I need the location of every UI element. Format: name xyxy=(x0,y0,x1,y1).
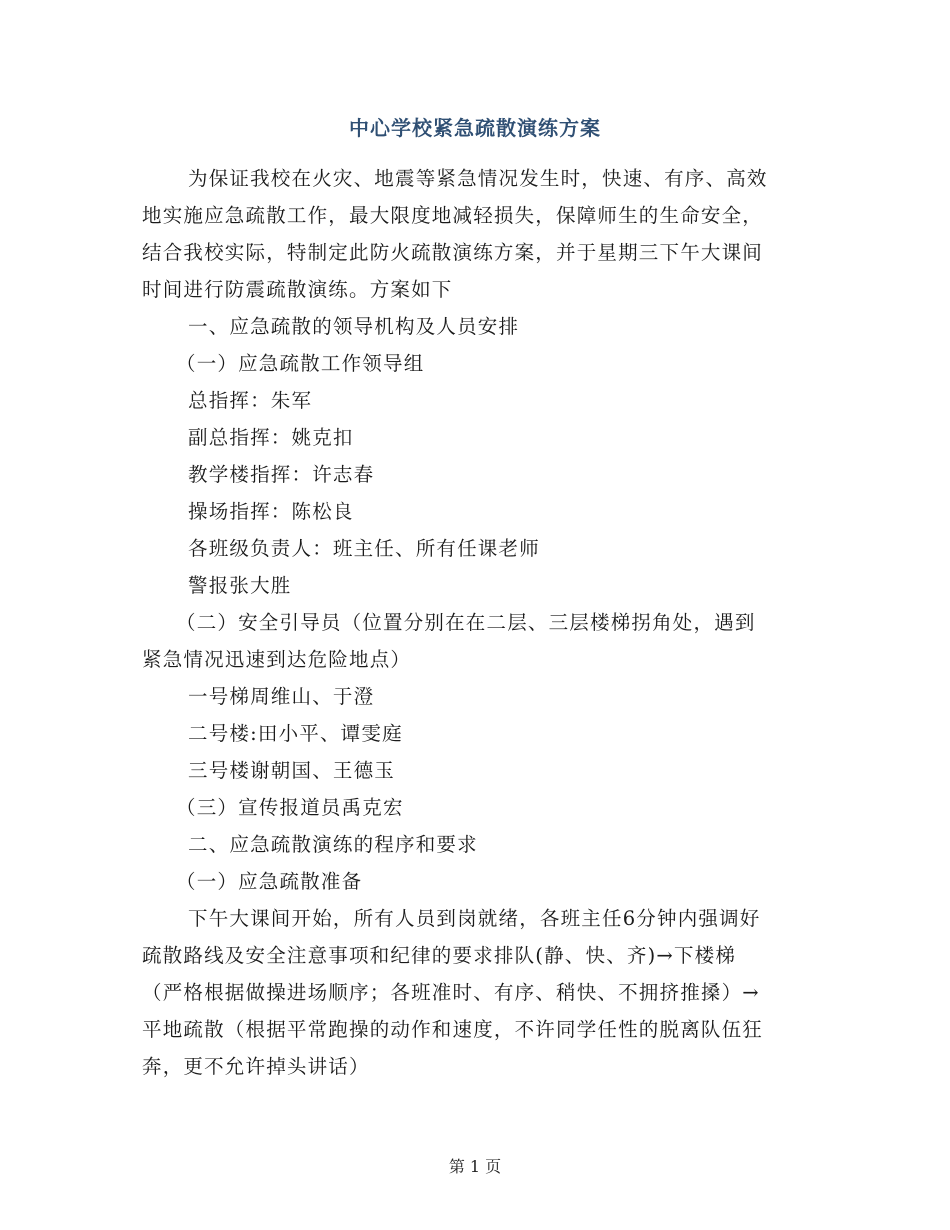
text-line: 教学楼指挥：许志春 xyxy=(188,463,375,486)
text-line: （二）安全引导员（位置分别在在二层、三层楼梯拐角处，遇到 xyxy=(176,611,756,634)
text-line: 一、应急疏散的领导机构及人员安排 xyxy=(188,315,520,338)
text-line: （一）应急疏散工作领导组 xyxy=(176,352,425,375)
text-line: 操场指挥：陈松良 xyxy=(188,500,354,523)
text-line: 二号楼:田小平、谭雯庭 xyxy=(188,722,403,745)
text-line: 警报张大胜 xyxy=(188,574,292,597)
document-body xyxy=(142,160,807,1085)
text-line: （严格根据做操进场顺序；各班准时、有序、稍快、不拥挤推搡）→ xyxy=(142,981,760,1004)
text-line: 结合我校实际，特制定此防火疏散演练方案，并于星期三下午大课间 xyxy=(142,241,764,264)
text-line: （三）宣传报道员禹克宏 xyxy=(176,796,404,819)
text-line: 疏散路线及安全注意事项和纪律的要求排队(静、快、齐)→下楼梯 xyxy=(142,944,737,967)
text-line: 下午大课间开始，所有人员到岗就绪，各班主任6分钟内强调好 xyxy=(188,907,761,930)
text-line: （一）应急疏散准备 xyxy=(176,870,363,893)
text-line: 一号梯周维山、于澄 xyxy=(188,685,375,708)
text-line: 紧急情况迅速到达危险地点） xyxy=(142,648,412,671)
text-line: 三号楼谢朝国、王德玉 xyxy=(188,759,396,782)
text-line: 总指挥：朱军 xyxy=(188,389,313,412)
page-number: 第 1 页 xyxy=(448,1157,502,1176)
text-line: 奔，更不允许掉头讲话） xyxy=(142,1055,370,1078)
document-title: 中心学校紧急疏散演练方案 xyxy=(349,116,601,140)
text-line: 平地疏散（根据平常跑操的动作和速度，不许同学任性的脱离队伍狂 xyxy=(142,1018,764,1041)
text-line: 各班级负责人：班主任、所有任课老师 xyxy=(188,537,540,560)
text-line: 二、应急疏散演练的程序和要求 xyxy=(188,833,478,856)
text-line: 地实施应急疏散工作，最大限度地减轻损失，保障师生的生命安全， xyxy=(142,204,764,227)
text-line: 时间进行防震疏散演练。方案如下 xyxy=(142,278,453,301)
text-line: 为保证我校在火灾、地震等紧急情况发生时，快速、有序、高效 xyxy=(188,167,768,190)
text-line: 副总指挥：姚克扣 xyxy=(188,426,354,449)
